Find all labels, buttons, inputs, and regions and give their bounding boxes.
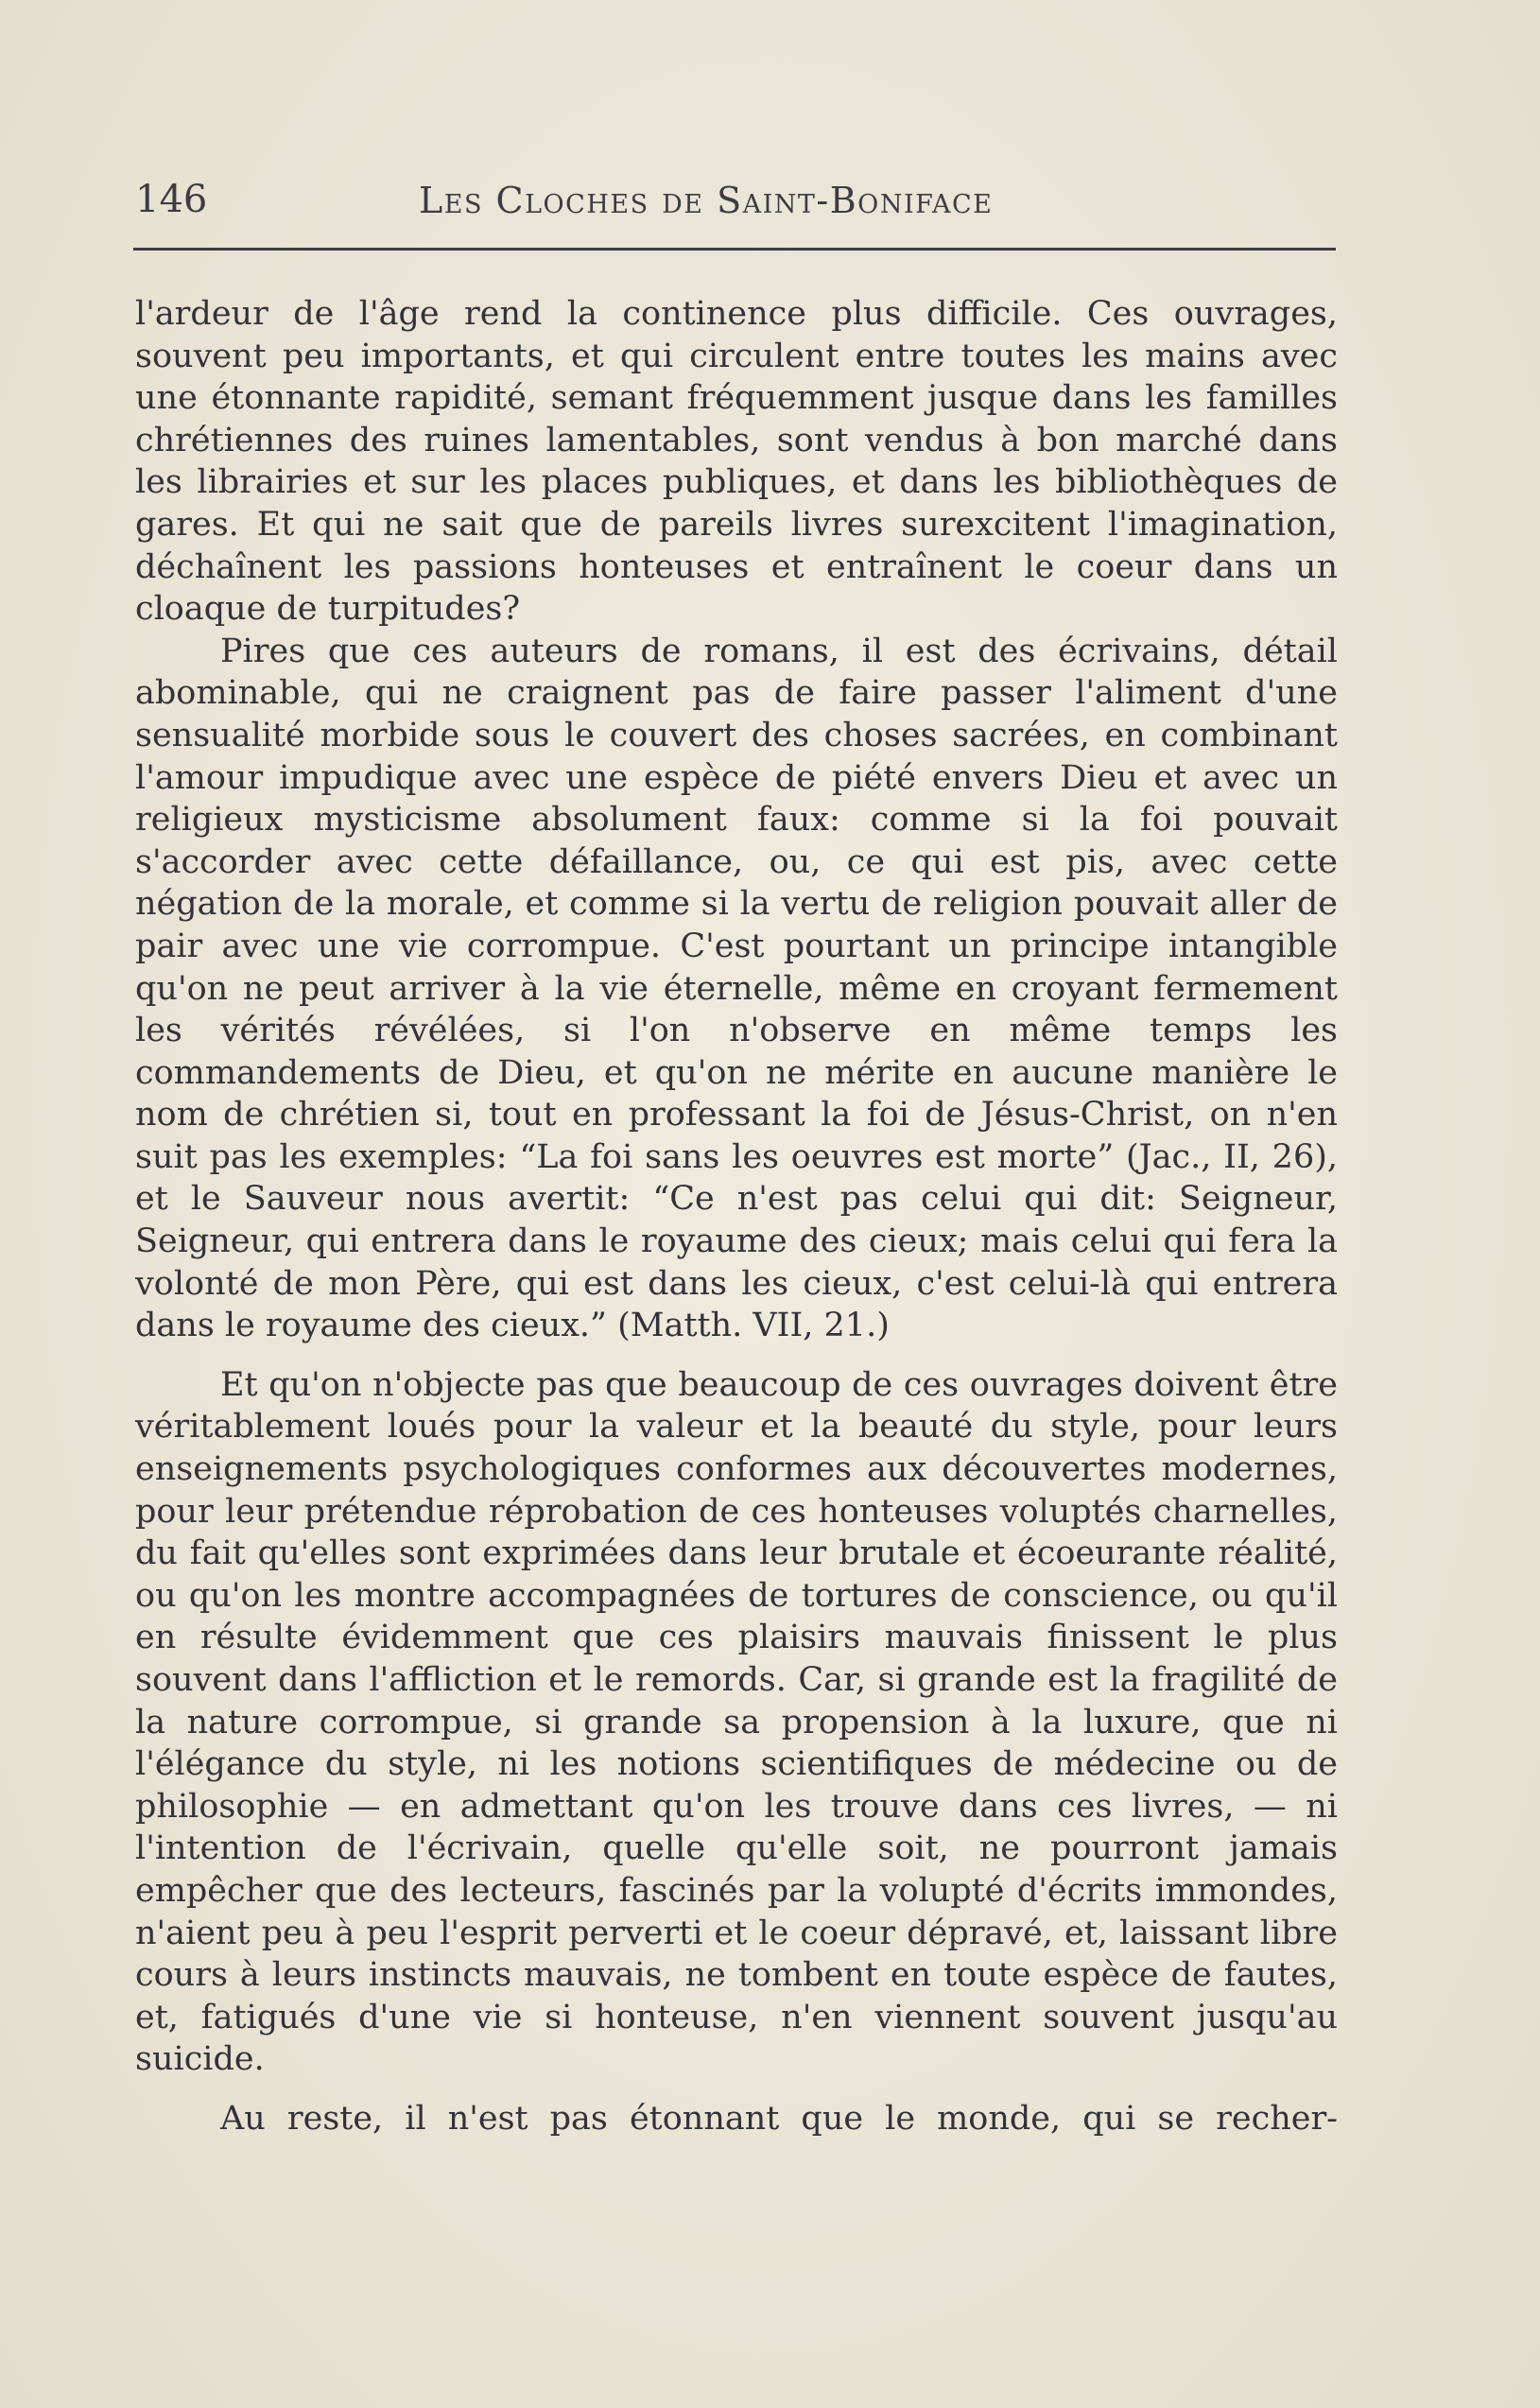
running-title: Les Cloches de Saint-Boniface: [419, 180, 994, 221]
paragraph-1: l'ardeur de l'âge rend la continence plus difficile. Ces ouvrages, souvent peu importants, et qui circulent entre toutes les mains avec une étonnante rapidité, semant fréquemment jusque dans les familles chrétiennes des ruines lamentables, sont vendus à bon marché dans les librairies et sur les places publiques, et dans les bibliothèques de gares. Et qui ne sait que de pareils livres surexcitent l'imagination, déchaînent les passions honteuses et entraînent le coeur dans un cloaque de turpitudes?: [135, 295, 1338, 629]
paragraph-4: Au reste, il n'est pas étonnant que le monde, qui se recher-: [220, 2099, 1338, 2138]
header-rule: [133, 248, 1336, 251]
page-number: 146: [135, 178, 208, 221]
paragraph-2: Pires que ces auteurs de romans, il est des écrivains, détail abominable, qui ne craignent pas de faire passer l'aliment d'une sensualité morbide sous le couvert des choses sacrées, en combinant l'amour impudique avec une espèce de piété envers Dieu et avec un religieux mysticisme absolument faux: comme si la foi pouvait s'accorder avec cette défaillance, ou, ce qui est pis, avec cette négation de la morale, et comme si la vertu de religion pouvait aller de pair avec une vie corrompue. C'est pourtant un principe intangible qu'on ne peut arriver à la vie éternelle, même en croyant fermement les vérités révélées, si l'on n'observe en même temps les commandements de Dieu, et qu'on ne mérite en aucune manière le nom de chrétien si, tout en professant la foi de Jésus-Christ, on n'en suit pas les exemples: “La foi sans les oeuvres est morte” (Jac., II, 26), et le Sauveur nous avertit: “Ce n'est pas celui qui dit: Seigneur, Seigneur, qui entrera dans le royaume des cieux; mais celui qui fera la volonté de mon Père, qui est dans les cieux, c'est celui-là qui entrera dans le royaume des cieux.” (Matth. VII, 21.): [135, 632, 1338, 1345]
paragraph-3: Et qu'on n'objecte pas que beaucoup de ces ouvrages doivent être véritablement loués pour la valeur et la beauté du style, pour leurs enseignements psychologiques conformes aux découvertes modernes, pour leur prétendue réprobation de ces honteuses voluptés charnelles, du fait qu'elles sont exprimées dans leur brutale et écoeurante réalité, ou qu'on les montre accompagnées de tortures de conscience, ou qu'il en résulte évidemment que ces plaisirs mauvais finissent le plus souvent dans l'affliction et le remords. Car, si grande est la fragilité de la nature corrompue, si grande sa propension à la luxure, que ni l'élégance du style, ni les notions scientifiques de médecine ou de philosophie — en admettant qu'on les trouve dans ces livres, — ni l'intention de l'écrivain, quelle qu'elle soit, ne pourront jamais empêcher que des lecteurs, fascinés par la volupté d'écrits immondes, n'aient peu à peu l'esprit perverti et le coeur dépravé, et, laissant libre cours à leurs instincts mauvais, ne tombent en toute espèce de fautes, et, fatigués d'une vie si honteuse, n'en viennent souvent jusqu'au suicide.: [135, 1365, 1338, 2079]
page-header: [135, 178, 1334, 231]
body-text: [135, 293, 1338, 2140]
